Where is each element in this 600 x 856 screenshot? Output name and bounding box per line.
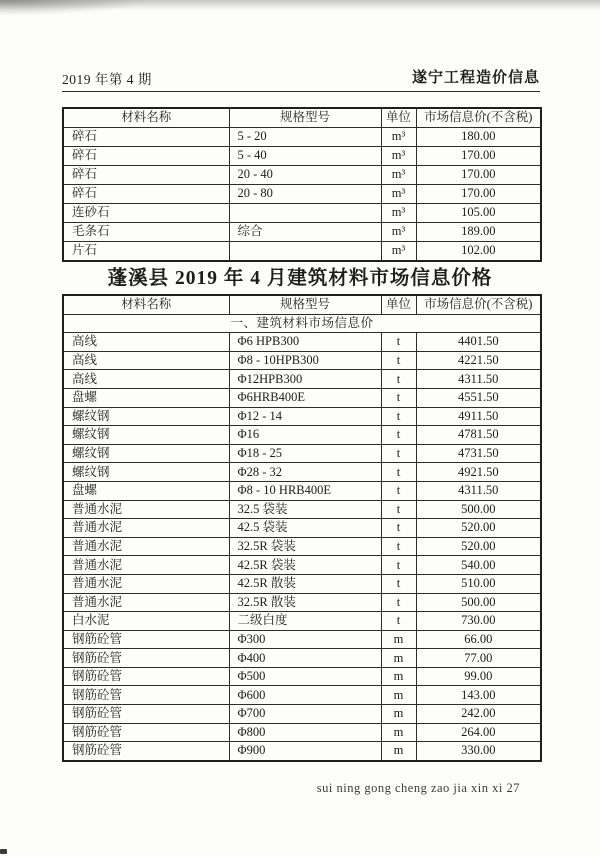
price-cell: 510.00 <box>416 574 541 593</box>
price-cell: 730.00 <box>416 612 541 631</box>
table-row <box>63 223 541 242</box>
material-name-cell: 普通水泥 <box>63 556 229 575</box>
spec-cell: 20 - 80 <box>229 185 381 204</box>
unit-cell: t <box>381 463 416 482</box>
table-row <box>63 537 541 556</box>
price-cell: 4311.50 <box>416 481 541 500</box>
material-name-cell: 普通水泥 <box>63 537 229 556</box>
material-name-cell: 钢筋砼管 <box>63 705 229 724</box>
material-name-cell: 白水泥 <box>63 612 229 631</box>
column-header-material: 材料名称 <box>63 295 229 314</box>
price-cell: 170.00 <box>416 147 541 166</box>
table-row <box>63 556 541 575</box>
material-name-cell: 高线 <box>63 370 229 389</box>
column-header-spec: 规格型号 <box>229 295 381 314</box>
material-name-cell: 盘螺 <box>63 388 229 407</box>
spec-cell: Φ900 <box>229 742 381 761</box>
material-name-cell: 高线 <box>63 351 229 370</box>
price-cell: 189.00 <box>416 223 541 242</box>
unit-cell: m³ <box>381 147 416 166</box>
material-name-cell: 普通水泥 <box>63 593 229 612</box>
price-cell: 4911.50 <box>416 407 541 426</box>
price-cell: 77.00 <box>416 649 541 668</box>
table-row <box>63 128 541 147</box>
page-header <box>62 66 540 86</box>
spec-cell: 综合 <box>229 223 381 242</box>
price-cell: 4781.50 <box>416 426 541 445</box>
material-name-cell: 盘螺 <box>63 481 229 500</box>
table-row <box>63 242 541 262</box>
spec-cell: Φ8 - 10 HRB400E <box>229 481 381 500</box>
column-header-spec: 规格型号 <box>229 108 381 128</box>
table-row <box>63 612 541 631</box>
price-cell: 242.00 <box>416 705 541 724</box>
material-name-cell: 碎石 <box>63 166 229 185</box>
material-name-cell: 碎石 <box>63 147 229 166</box>
table-row <box>63 500 541 519</box>
price-cell: 105.00 <box>416 204 541 223</box>
unit-cell: t <box>381 444 416 463</box>
unit-cell: t <box>381 519 416 538</box>
spec-cell: Φ12HPB300 <box>229 370 381 389</box>
spec-cell: 5 - 40 <box>229 147 381 166</box>
spec-cell: 二级白度 <box>229 612 381 631</box>
price-cell: 102.00 <box>416 242 541 262</box>
spec-cell: Φ28 - 32 <box>229 463 381 482</box>
material-name-cell: 片石 <box>63 242 229 262</box>
price-cell: 99.00 <box>416 667 541 686</box>
table-row <box>63 649 541 668</box>
table-row <box>63 481 541 500</box>
table-row <box>63 593 541 612</box>
table-row <box>63 574 541 593</box>
material-name-cell: 螺纹钢 <box>63 463 229 482</box>
spec-cell: 42.5 袋装 <box>229 519 381 538</box>
spec-cell: Φ8 - 10HPB300 <box>229 351 381 370</box>
unit-cell: m <box>381 667 416 686</box>
publication-title: 遂宁工程造价信息 <box>411 70 540 86</box>
unit-cell: t <box>381 556 416 575</box>
unit-cell: t <box>381 333 416 352</box>
spec-cell: 5 - 20 <box>229 128 381 147</box>
unit-cell: m³ <box>381 204 416 223</box>
unit-cell: t <box>381 370 416 389</box>
price-cell: 4221.50 <box>416 351 541 370</box>
table-row <box>63 630 541 649</box>
unit-cell: m <box>381 649 416 668</box>
spec-cell: Φ12 - 14 <box>229 407 381 426</box>
issue-label: 2019 年第 4 期 <box>62 72 152 87</box>
unit-cell: t <box>381 407 416 426</box>
material-name-cell: 钢筋砼管 <box>63 686 229 705</box>
unit-cell: t <box>381 537 416 556</box>
unit-cell: t <box>381 481 416 500</box>
price-table-aggregates <box>62 107 542 262</box>
price-cell: 66.00 <box>416 630 541 649</box>
material-name-cell: 螺纹钢 <box>63 426 229 445</box>
spec-cell: Φ6HRB400E <box>229 388 381 407</box>
material-name-cell: 钢筋砼管 <box>63 630 229 649</box>
unit-cell: t <box>381 426 416 445</box>
table-row <box>63 686 541 705</box>
unit-cell: t <box>381 500 416 519</box>
unit-cell: m³ <box>381 166 416 185</box>
unit-cell: m³ <box>381 185 416 204</box>
unit-cell: t <box>381 351 416 370</box>
material-name-cell: 钢筋砼管 <box>63 723 229 742</box>
unit-cell: t <box>381 388 416 407</box>
price-cell: 143.00 <box>416 686 541 705</box>
spec-cell: Φ300 <box>229 630 381 649</box>
unit-cell: m <box>381 723 416 742</box>
unit-cell: m³ <box>381 242 416 262</box>
table-row <box>63 351 541 370</box>
spec-cell: Φ800 <box>229 723 381 742</box>
table-row <box>63 705 541 724</box>
section-row <box>63 314 541 333</box>
table-row <box>63 407 541 426</box>
scan-corner-shadow <box>0 0 150 16</box>
spec-cell: Φ700 <box>229 705 381 724</box>
price-cell: 4401.50 <box>416 333 541 352</box>
table-header-row <box>63 108 541 128</box>
price-cell: 4731.50 <box>416 444 541 463</box>
page-footer: sui ning gong cheng zao jia xin xi 27 <box>316 781 520 795</box>
price-cell: 500.00 <box>416 593 541 612</box>
material-name-cell: 钢筋砼管 <box>63 649 229 668</box>
material-name-cell: 碎石 <box>63 128 229 147</box>
header-divider <box>62 91 540 92</box>
table-row <box>63 742 541 761</box>
spec-cell: 42.5R 袋装 <box>229 556 381 575</box>
material-name-cell: 钢筋砼管 <box>63 742 229 761</box>
unit-cell: t <box>381 612 416 631</box>
column-header-unit: 单位 <box>381 295 416 314</box>
spec-cell: Φ600 <box>229 686 381 705</box>
price-cell: 180.00 <box>416 128 541 147</box>
table-row <box>63 463 541 482</box>
spec-cell: Φ6 HPB300 <box>229 333 381 352</box>
material-name-cell: 螺纹钢 <box>63 444 229 463</box>
price-cell: 170.00 <box>416 166 541 185</box>
unit-cell: m <box>381 742 416 761</box>
unit-cell: m³ <box>381 223 416 242</box>
table-row <box>63 204 541 223</box>
unit-cell: t <box>381 574 416 593</box>
scan-artifact <box>0 849 7 854</box>
table-row <box>63 723 541 742</box>
table-row <box>63 370 541 389</box>
price-cell: 4551.50 <box>416 388 541 407</box>
column-header-price: 市场信息价(不含税) <box>416 295 541 314</box>
price-cell: 170.00 <box>416 185 541 204</box>
spec-cell: 42.5R 散装 <box>229 574 381 593</box>
document-title: 蓬溪县 2019 年 4 月建筑材料市场信息价格 <box>107 268 493 289</box>
spec-cell: Φ500 <box>229 667 381 686</box>
spec-cell: Φ16 <box>229 426 381 445</box>
spec-cell: 32.5R 袋装 <box>229 537 381 556</box>
spec-cell <box>229 204 381 223</box>
price-cell: 4311.50 <box>416 370 541 389</box>
spec-cell: 32.5 袋装 <box>229 500 381 519</box>
unit-cell: m <box>381 630 416 649</box>
table-row <box>63 388 541 407</box>
price-cell: 500.00 <box>416 500 541 519</box>
spec-cell: Φ400 <box>229 649 381 668</box>
spec-cell: 20 - 40 <box>229 166 381 185</box>
unit-cell: m³ <box>381 128 416 147</box>
material-name-cell: 普通水泥 <box>63 574 229 593</box>
column-header-unit: 单位 <box>381 108 416 128</box>
spec-cell: 32.5R 散装 <box>229 593 381 612</box>
table-header-row <box>63 295 541 314</box>
column-header-material: 材料名称 <box>63 108 229 128</box>
column-header-price: 市场信息价(不含税) <box>416 108 541 128</box>
scan-edge-shadow <box>0 0 600 10</box>
price-cell: 330.00 <box>416 742 541 761</box>
table-row <box>63 426 541 445</box>
unit-cell: t <box>381 593 416 612</box>
spec-cell: Φ18 - 25 <box>229 444 381 463</box>
table-row <box>63 185 541 204</box>
material-name-cell: 高线 <box>63 333 229 352</box>
price-cell: 520.00 <box>416 537 541 556</box>
material-name-cell: 毛条石 <box>63 223 229 242</box>
table-row <box>63 166 541 185</box>
price-cell: 264.00 <box>416 723 541 742</box>
material-name-cell: 碎石 <box>63 185 229 204</box>
unit-cell: m <box>381 705 416 724</box>
price-cell: 520.00 <box>416 519 541 538</box>
price-cell: 4921.50 <box>416 463 541 482</box>
table-row <box>63 333 541 352</box>
material-name-cell: 钢筋砼管 <box>63 667 229 686</box>
material-name-cell: 普通水泥 <box>63 519 229 538</box>
table-row <box>63 667 541 686</box>
section-title: 一、建筑材料市场信息价 <box>63 314 541 333</box>
material-name-cell: 连砂石 <box>63 204 229 223</box>
material-name-cell: 螺纹钢 <box>63 407 229 426</box>
spec-cell <box>229 242 381 262</box>
table-row <box>63 147 541 166</box>
table-row <box>63 519 541 538</box>
unit-cell: m <box>381 686 416 705</box>
price-cell: 540.00 <box>416 556 541 575</box>
table-row <box>63 444 541 463</box>
price-table-materials <box>62 294 542 762</box>
material-name-cell: 普通水泥 <box>63 500 229 519</box>
